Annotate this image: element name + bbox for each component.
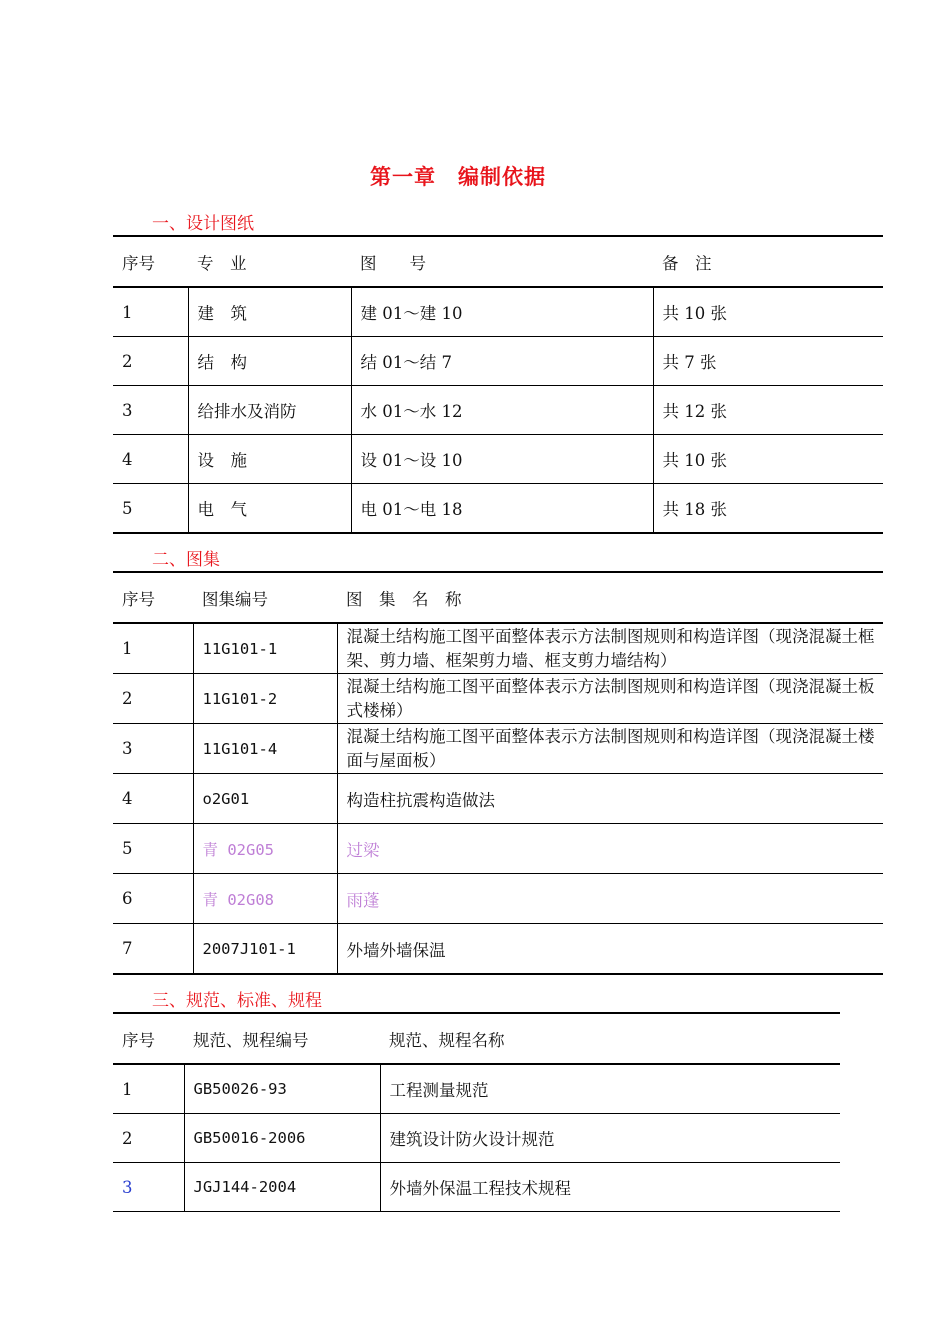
table-row [113, 824, 883, 874]
standard-name-cell: 外墙外保温工程技术规程 [380, 1163, 840, 1212]
index-cell: 2 [122, 351, 133, 371]
header-cell: 专 业 [197, 253, 247, 273]
index-cell: 3 [122, 739, 133, 758]
table-row [113, 774, 883, 824]
drawing-number-cell: 设 01～设 10 [351, 435, 653, 484]
index-cell: 4 [122, 449, 133, 469]
header-cell: 备 注 [662, 253, 712, 273]
header-cell: 序号 [122, 589, 155, 609]
standard-name-cell: 工程测量规范 [380, 1064, 840, 1114]
atlas-code-cell: 11G101-2 [193, 674, 337, 724]
table-row [113, 287, 883, 337]
drawing-number-cell: 建 01～建 10 [351, 287, 653, 337]
atlas-header-row [113, 572, 883, 623]
discipline-cell: 电 气 [188, 484, 351, 534]
header-cell: 规范、规程名称 [389, 1030, 505, 1050]
drawings-header-row [113, 236, 883, 287]
section-heading-drawings: 一、设计图纸 [152, 214, 254, 234]
index-cell: 3 [122, 400, 133, 420]
index-cell: 2 [122, 1128, 133, 1148]
index-cell: 1 [122, 1079, 133, 1099]
index-cell: 3 [122, 1177, 133, 1197]
atlas-name-cell: 混凝土结构施工图平面整体表示方法制图规则和构造详图（现浇混凝土楼面与屋面板） [337, 724, 883, 774]
standard-code-cell: GB50026-93 [184, 1064, 380, 1114]
section-heading-standards: 三、规范、标准、规程 [152, 991, 322, 1011]
table-row [113, 435, 883, 484]
index-cell: 2 [122, 689, 133, 708]
remark-cell: 共 10 张 [653, 287, 883, 337]
drawing-number-cell: 水 01～水 12 [351, 386, 653, 435]
index-cell: 5 [122, 839, 133, 858]
standard-code-cell: GB50016-2006 [184, 1114, 380, 1163]
chapter-title: 第一章 编制依据 [370, 164, 546, 189]
discipline-cell: 结 构 [188, 337, 351, 386]
standard-name-cell: 建筑设计防火设计规范 [380, 1114, 840, 1163]
atlas-table [113, 571, 883, 975]
header-cell: 图 集 名 称 [346, 589, 462, 609]
remark-cell: 共 7 张 [653, 337, 883, 386]
index-cell: 1 [122, 302, 133, 322]
standards-header-row [113, 1013, 840, 1064]
atlas-code-cell: 2007J101-1 [193, 924, 337, 975]
header-cell: 规范、规程编号 [193, 1030, 309, 1050]
table-row [113, 674, 883, 724]
atlas-name-cell: 混凝土结构施工图平面整体表示方法制图规则和构造详图（现浇混凝土板式楼梯） [337, 674, 883, 724]
atlas-code-cell: o2G01 [193, 774, 337, 824]
table-row [113, 386, 883, 435]
header-cell: 图 号 [360, 253, 426, 273]
discipline-cell: 给排水及消防 [188, 386, 351, 435]
drawing-number-cell: 电 01～电 18 [351, 484, 653, 534]
index-cell: 4 [122, 789, 133, 808]
standards-table [113, 1012, 840, 1212]
index-cell: 6 [122, 889, 133, 908]
remark-cell: 共 12 张 [653, 386, 883, 435]
header-cell: 序号 [122, 253, 155, 273]
remark-cell: 共 18 张 [653, 484, 883, 534]
atlas-code-cell: 青 02G08 [193, 874, 337, 924]
table-row [113, 724, 883, 774]
table-row [113, 924, 883, 975]
discipline-cell: 建 筑 [188, 287, 351, 337]
table-row [113, 337, 883, 386]
atlas-code-cell: 青 02G05 [193, 824, 337, 874]
standard-code-cell: JGJ144-2004 [184, 1163, 380, 1212]
header-cell: 图集编号 [202, 589, 268, 609]
index-cell: 1 [122, 639, 133, 658]
table-row [113, 1114, 840, 1163]
atlas-code-cell: 11G101-4 [193, 724, 337, 774]
index-cell: 5 [122, 498, 133, 518]
atlas-code-cell: 11G101-1 [193, 623, 337, 674]
table-row [113, 874, 883, 924]
atlas-name-cell: 构造柱抗震构造做法 [337, 774, 883, 824]
discipline-cell: 设 施 [188, 435, 351, 484]
remark-cell: 共 10 张 [653, 435, 883, 484]
atlas-name-cell: 外墙外墙保温 [337, 924, 883, 975]
header-cell: 序号 [122, 1030, 155, 1050]
atlas-name-cell: 混凝土结构施工图平面整体表示方法制图规则和构造详图（现浇混凝土框架、剪力墙、框架剪力墙、框支剪力墙结构） [337, 623, 883, 674]
atlas-name-cell: 过梁 [337, 824, 883, 874]
table-row [113, 1064, 840, 1114]
table-row [113, 1163, 840, 1212]
table-row [113, 484, 883, 534]
drawing-number-cell: 结 01～结 7 [351, 337, 653, 386]
section-heading-atlas: 二、图集 [152, 550, 220, 570]
atlas-name-cell: 雨蓬 [337, 874, 883, 924]
index-cell: 7 [122, 939, 133, 958]
table-row [113, 623, 883, 674]
drawings-table [113, 235, 883, 534]
